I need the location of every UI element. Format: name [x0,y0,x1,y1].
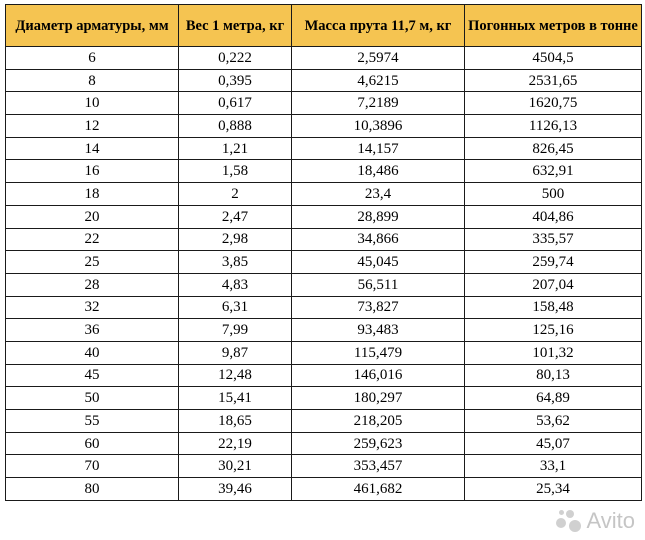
cell-bar-mass: 180,297 [292,387,465,410]
cell-diameter: 45 [6,364,179,387]
cell-diameter: 60 [6,432,179,455]
cell-weight-per-meter: 15,41 [179,387,292,410]
header-meters-per-ton: Погонных метров в тонне [465,5,642,47]
table-row [6,92,642,115]
cell-meters-per-ton: 45,07 [465,432,642,455]
cell-bar-mass: 10,3896 [292,115,465,138]
header-weight-per-meter: Вес 1 метра, кг [179,5,292,47]
cell-bar-mass: 34,866 [292,228,465,251]
cell-meters-per-ton: 826,45 [465,137,642,160]
cell-diameter: 32 [6,296,179,319]
cell-meters-per-ton: 1126,13 [465,115,642,138]
cell-weight-per-meter: 3,85 [179,251,292,274]
table-row [6,387,642,410]
header-diameter: Диаметр арматуры, мм [6,5,179,47]
table-row [6,273,642,296]
cell-weight-per-meter: 0,617 [179,92,292,115]
cell-weight-per-meter: 0,222 [179,47,292,70]
cell-weight-per-meter: 2,98 [179,228,292,251]
cell-weight-per-meter: 22,19 [179,432,292,455]
avito-watermark [556,508,635,534]
cell-bar-mass: 18,486 [292,160,465,183]
table-row [6,160,642,183]
cell-weight-per-meter: 0,888 [179,115,292,138]
cell-bar-mass: 28,899 [292,205,465,228]
rebar-weight-table [5,4,642,501]
cell-meters-per-ton: 125,16 [465,319,642,342]
table-row [6,455,642,478]
table-row [6,183,642,206]
cell-diameter: 14 [6,137,179,160]
cell-diameter: 40 [6,341,179,364]
cell-bar-mass: 461,682 [292,478,465,501]
cell-weight-per-meter: 12,48 [179,364,292,387]
cell-diameter: 55 [6,410,179,433]
cell-meters-per-ton: 1620,75 [465,92,642,115]
cell-bar-mass: 56,511 [292,273,465,296]
cell-weight-per-meter: 7,99 [179,319,292,342]
cell-bar-mass: 7,2189 [292,92,465,115]
cell-meters-per-ton: 404,86 [465,205,642,228]
table-row [6,432,642,455]
cell-meters-per-ton: 33,1 [465,455,642,478]
table-body [6,47,642,501]
cell-meters-per-ton: 4504,5 [465,47,642,70]
cell-diameter: 18 [6,183,179,206]
cell-diameter: 10 [6,92,179,115]
cell-diameter: 16 [6,160,179,183]
cell-meters-per-ton: 335,57 [465,228,642,251]
cell-diameter: 36 [6,319,179,342]
cell-meters-per-ton: 500 [465,183,642,206]
cell-meters-per-ton: 207,04 [465,273,642,296]
cell-weight-per-meter: 6,31 [179,296,292,319]
cell-meters-per-ton: 158,48 [465,296,642,319]
cell-bar-mass: 218,205 [292,410,465,433]
table-row [6,410,642,433]
cell-bar-mass: 115,479 [292,341,465,364]
cell-diameter: 22 [6,228,179,251]
cell-bar-mass: 353,457 [292,455,465,478]
cell-diameter: 25 [6,251,179,274]
cell-diameter: 50 [6,387,179,410]
cell-weight-per-meter: 39,46 [179,478,292,501]
cell-weight-per-meter: 18,65 [179,410,292,433]
table-row [6,296,642,319]
table-row [6,115,642,138]
rebar-weight-table-container [5,4,641,501]
table-row [6,364,642,387]
cell-bar-mass: 146,016 [292,364,465,387]
table-row [6,319,642,342]
cell-meters-per-ton: 101,32 [465,341,642,364]
cell-bar-mass: 2,5974 [292,47,465,70]
cell-weight-per-meter: 1,21 [179,137,292,160]
table-row [6,251,642,274]
cell-meters-per-ton: 53,62 [465,410,642,433]
cell-meters-per-ton: 2531,65 [465,69,642,92]
avito-watermark-text: Avito [586,508,635,533]
table-row [6,478,642,501]
table-row [6,341,642,364]
cell-bar-mass: 93,483 [292,319,465,342]
table-header-row [6,5,642,47]
cell-weight-per-meter: 30,21 [179,455,292,478]
cell-bar-mass: 23,4 [292,183,465,206]
cell-diameter: 28 [6,273,179,296]
cell-bar-mass: 4,6215 [292,69,465,92]
avito-logo-icon [556,510,582,532]
table-row [6,137,642,160]
cell-weight-per-meter: 4,83 [179,273,292,296]
cell-meters-per-ton: 259,74 [465,251,642,274]
cell-diameter: 8 [6,69,179,92]
cell-weight-per-meter: 1,58 [179,160,292,183]
table-row [6,205,642,228]
cell-diameter: 12 [6,115,179,138]
cell-diameter: 80 [6,478,179,501]
cell-weight-per-meter: 9,87 [179,341,292,364]
cell-weight-per-meter: 2,47 [179,205,292,228]
cell-meters-per-ton: 25,34 [465,478,642,501]
header-bar-mass: Масса прута 11,7 м, кг [292,5,465,47]
cell-bar-mass: 45,045 [292,251,465,274]
cell-diameter: 70 [6,455,179,478]
cell-weight-per-meter: 0,395 [179,69,292,92]
cell-diameter: 6 [6,47,179,70]
table-row [6,228,642,251]
cell-bar-mass: 73,827 [292,296,465,319]
cell-weight-per-meter: 2 [179,183,292,206]
cell-bar-mass: 259,623 [292,432,465,455]
table-row [6,47,642,70]
table-row [6,69,642,92]
cell-bar-mass: 14,157 [292,137,465,160]
cell-meters-per-ton: 80,13 [465,364,642,387]
cell-diameter: 20 [6,205,179,228]
cell-meters-per-ton: 632,91 [465,160,642,183]
cell-meters-per-ton: 64,89 [465,387,642,410]
